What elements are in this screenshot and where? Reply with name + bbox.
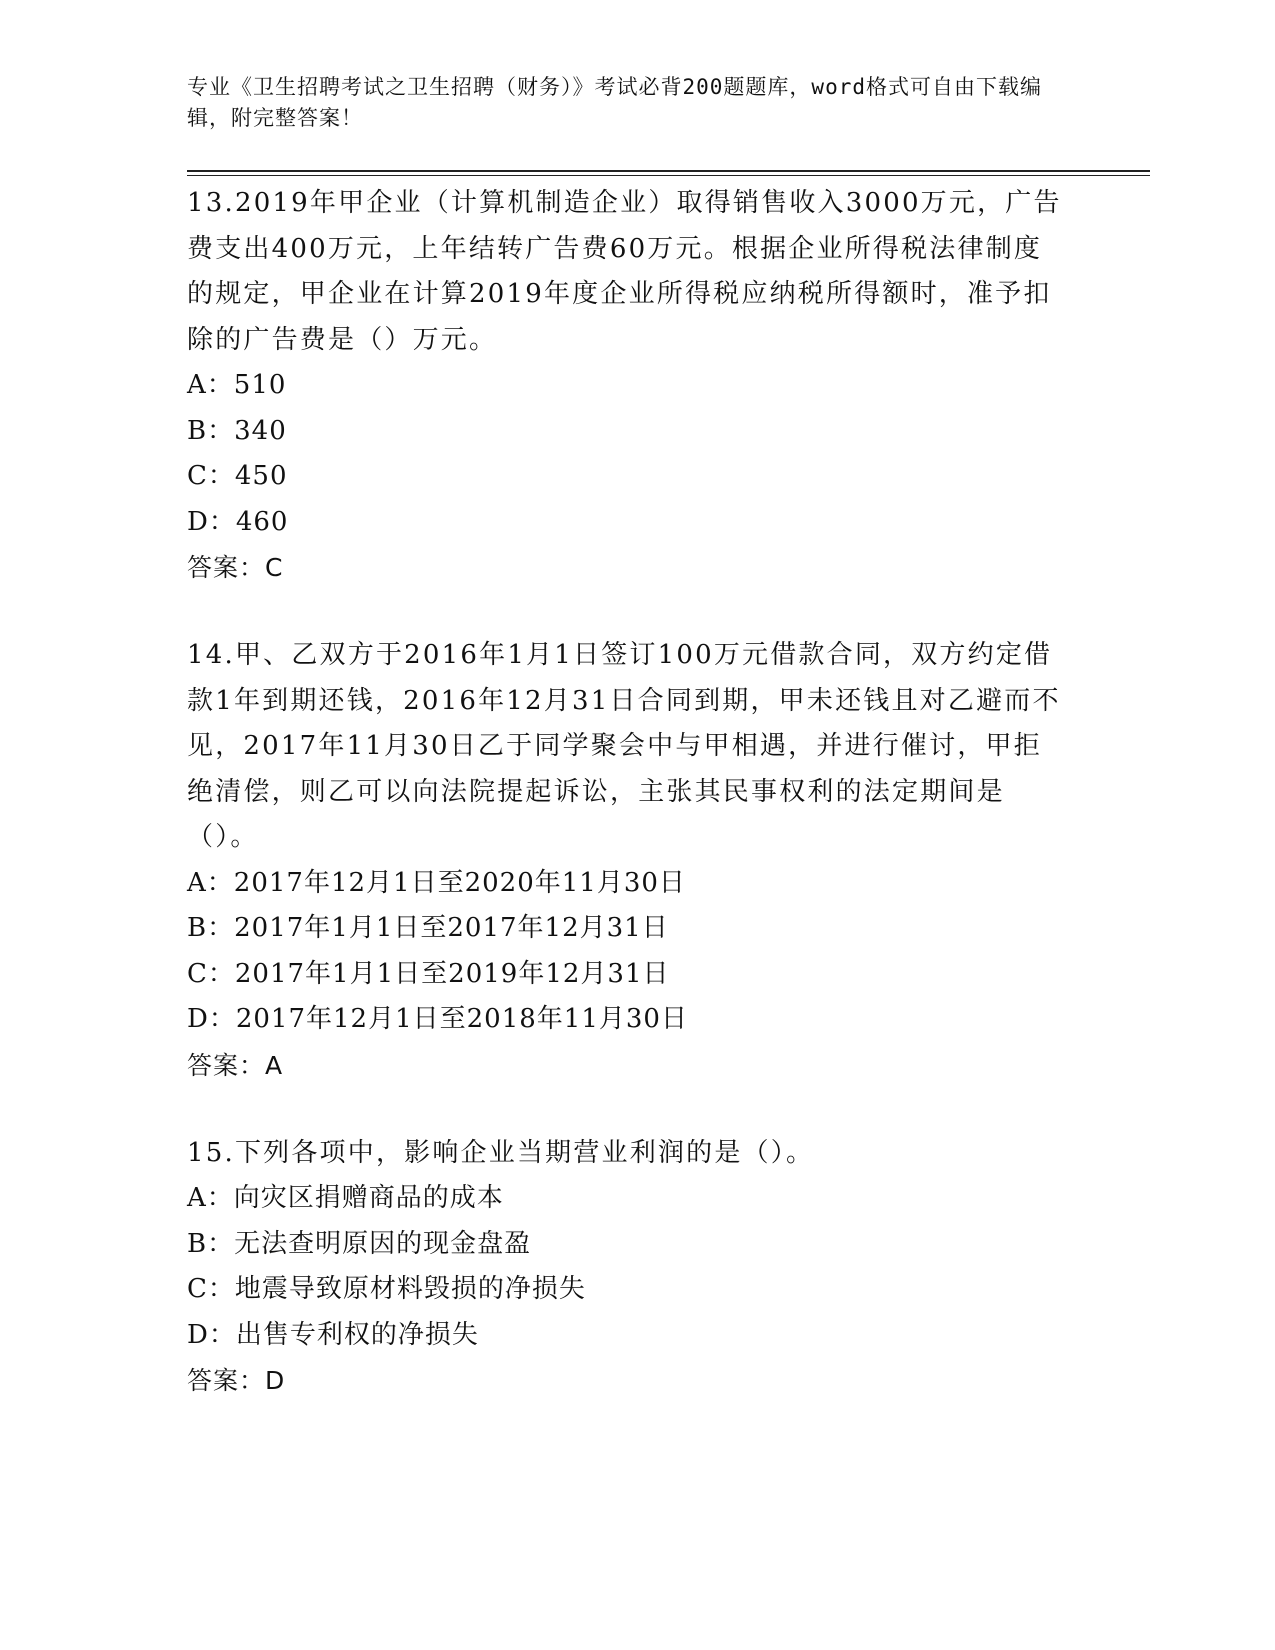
option-c: C：2017年1月1日至2019年12月31日 bbox=[187, 958, 670, 989]
header-divider bbox=[187, 170, 1150, 176]
question-stem: 14.甲、乙双方于2016年1月1日签订100万元借款合同，双方约定借款1年到期还钱，2016年12月31日合同到期，甲未还钱且对乙避而不见，2017年11月30日乙于同学聚会中与甲相遇，并进行催讨，甲拒绝清偿，则乙可以向法院提起诉讼，主张其民事权利的法定期间是（）。 bbox=[187, 640, 1061, 852]
question-stem: 13.2019年甲企业（计算机制造企业）取得销售收入3000万元，广告费支出400万元，上年结转广告费60万元。根据企业所得税法律制度的规定，甲企业在计算2019年度企业所得税应纳税所得额时，准予扣除的广告费是（）万元。 bbox=[187, 188, 1062, 355]
option-a: A：向灾区捐赠商品的成本 bbox=[187, 1183, 504, 1213]
answer: 答案：C bbox=[187, 553, 284, 582]
option-d: D：460 bbox=[187, 506, 289, 537]
question-14 bbox=[187, 633, 1157, 1088]
option-a: A：510 bbox=[187, 370, 287, 400]
option-b: B：无法查明原因的现金盘盈 bbox=[187, 1228, 532, 1259]
question-13 bbox=[187, 181, 1157, 590]
answer: 答案：D bbox=[187, 1366, 286, 1395]
option-b: B：340 bbox=[187, 415, 287, 446]
option-c: C：地震导致原材料毁损的净损失 bbox=[187, 1274, 586, 1304]
option-d: D：出售专利权的净损失 bbox=[187, 1319, 479, 1350]
option-b: B：2017年1月1日至2017年12月31日 bbox=[187, 913, 669, 943]
question-stem: 15.下列各项中，影响企业当期营业利润的是（）。 bbox=[187, 1137, 815, 1168]
option-d: D：2017年12月1日至2018年11月30日 bbox=[187, 1004, 688, 1034]
document-header: 专业《卫生招聘考试之卫生招聘（财务）》考试必背200题题库，word格式可自由下载编辑，附完整答案！ bbox=[187, 75, 1042, 130]
option-a: A：2017年12月1日至2020年11月30日 bbox=[187, 867, 686, 898]
document-page bbox=[187, 72, 1157, 1403]
question-15 bbox=[187, 1131, 1157, 1404]
answer: 答案：A bbox=[187, 1050, 284, 1080]
option-c: C：450 bbox=[187, 461, 288, 491]
